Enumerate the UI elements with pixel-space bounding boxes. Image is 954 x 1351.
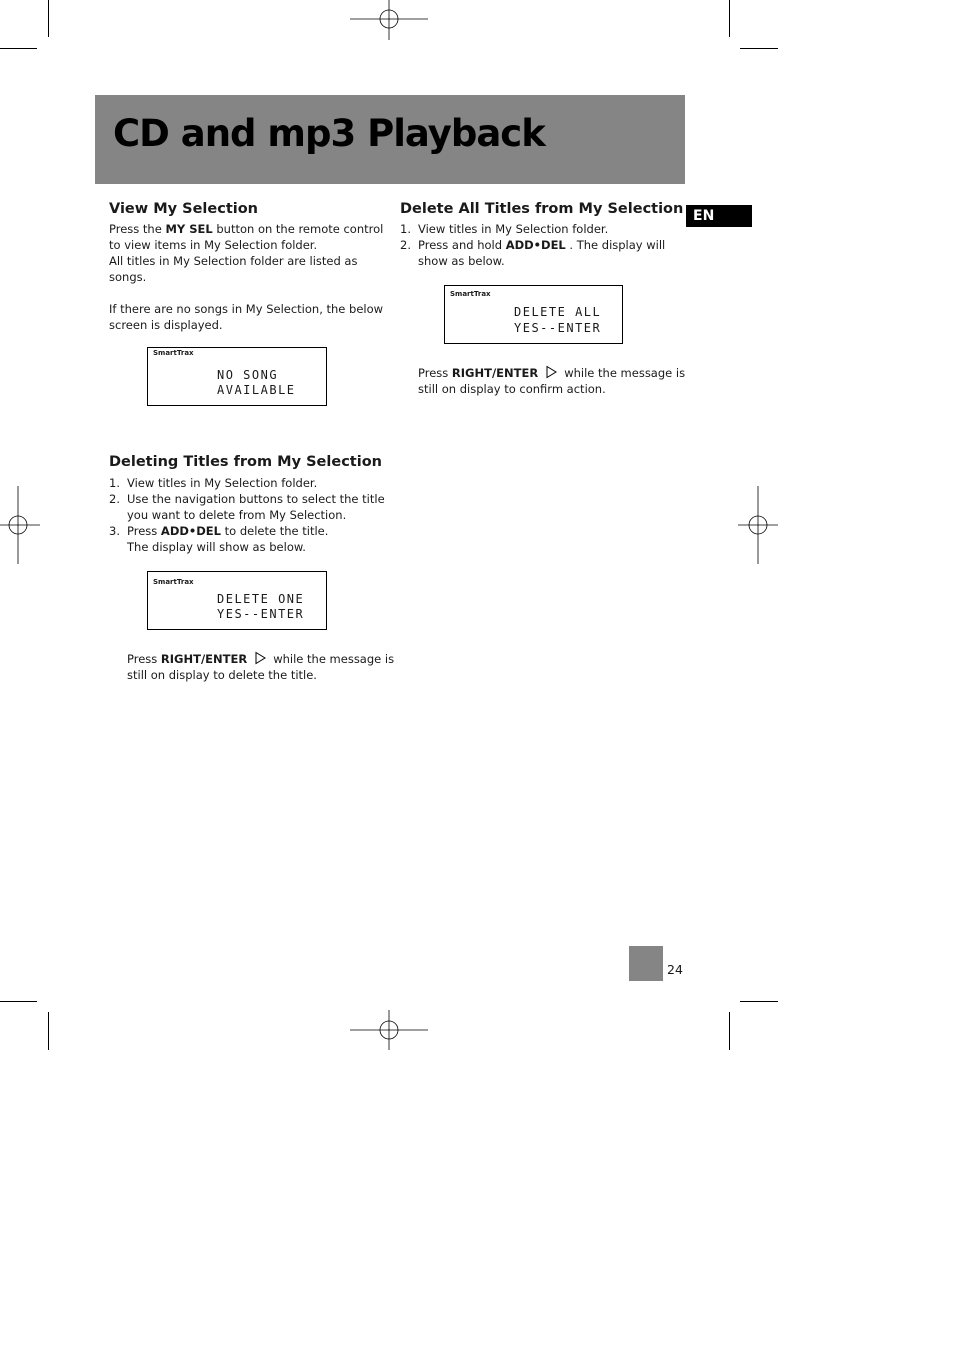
step-text: Press and hold ADD•DEL . The display will <box>418 238 666 252</box>
paragraph-line: songs. <box>109 270 147 284</box>
lcd-line-1: DELETE ALL <box>514 305 602 319</box>
registration-mark-icon <box>350 1010 428 1050</box>
key-label: MY SEL <box>165 222 213 236</box>
crop-mark <box>0 1001 37 1002</box>
page-number-box <box>629 946 663 981</box>
lcd-line-2: YES--ENTER <box>514 321 602 335</box>
lcd-line-2: YES--ENTER <box>217 607 305 621</box>
section-heading-delete-all: Delete All Titles from My Selection <box>400 201 684 217</box>
step-text: View titles in My Selection folder. <box>127 476 318 490</box>
registration-mark-icon <box>0 486 40 564</box>
key-label: ADD•DEL <box>505 238 566 252</box>
confirm-instruction: Press RIGHT/ENTER while the message is <box>127 652 395 666</box>
step-text: View titles in My Selection folder. <box>418 222 609 236</box>
lcd-line-1: NO SONG <box>217 368 279 382</box>
crop-mark <box>740 1001 778 1002</box>
key-label: RIGHT/ENTER <box>451 366 539 380</box>
page-number: 24 <box>667 962 683 977</box>
crop-mark <box>0 48 37 49</box>
step-number: 1. <box>109 476 120 490</box>
section-heading-view-my-selection: View My Selection <box>109 201 259 217</box>
paragraph-line: screen is displayed. <box>109 318 223 332</box>
step-text: Press ADD•DEL to delete the title. <box>127 524 329 538</box>
confirm-instruction: Press RIGHT/ENTER while the message is <box>418 366 686 380</box>
lcd-brand: SmartTrax <box>153 578 194 586</box>
lcd-display-no-song <box>147 347 327 406</box>
step-number: 2. <box>400 238 411 252</box>
lcd-brand: SmartTrax <box>153 349 194 357</box>
step-text: Use the navigation buttons to select the title <box>127 492 385 506</box>
paragraph-line: Press the MY SEL button on the remote control <box>109 222 384 236</box>
lcd-line-2: AVAILABLE <box>217 383 296 397</box>
registration-mark-icon <box>350 0 428 40</box>
confirm-instruction: still on display to confirm action. <box>418 382 606 396</box>
crop-mark <box>729 1012 730 1050</box>
step-text: you want to delete from My Selection. <box>127 508 347 522</box>
play-triangle-outline-icon <box>253 651 267 665</box>
language-tab: EN <box>686 205 752 227</box>
key-label: ADD•DEL <box>160 524 221 538</box>
step-number: 3. <box>109 524 120 538</box>
paragraph-line: to view items in My Selection folder. <box>109 238 318 252</box>
registration-mark-icon <box>738 486 778 564</box>
lcd-display-delete-one <box>147 571 327 630</box>
paragraph-line: If there are no songs in My Selection, the below <box>109 302 384 316</box>
key-label: RIGHT/ENTER <box>160 652 248 666</box>
section-heading-deleting-titles: Deleting Titles from My Selection <box>109 454 382 470</box>
page-title: CD and mp3 Playback <box>113 112 545 155</box>
lcd-brand: SmartTrax <box>450 290 491 298</box>
paragraph-line: All titles in My Selection folder are listed as <box>109 254 358 268</box>
confirm-instruction: still on display to delete the title. <box>127 668 317 682</box>
step-number: 2. <box>109 492 120 506</box>
lcd-display-delete-all <box>444 285 623 344</box>
crop-mark <box>48 0 49 37</box>
step-text: show as below. <box>418 254 505 268</box>
step-text: The display will show as below. <box>127 540 306 554</box>
crop-mark <box>740 48 778 49</box>
crop-mark <box>48 1012 49 1050</box>
crop-mark <box>729 0 730 37</box>
play-triangle-outline-icon <box>544 365 558 379</box>
step-number: 1. <box>400 222 411 236</box>
lcd-line-1: DELETE ONE <box>217 592 305 606</box>
